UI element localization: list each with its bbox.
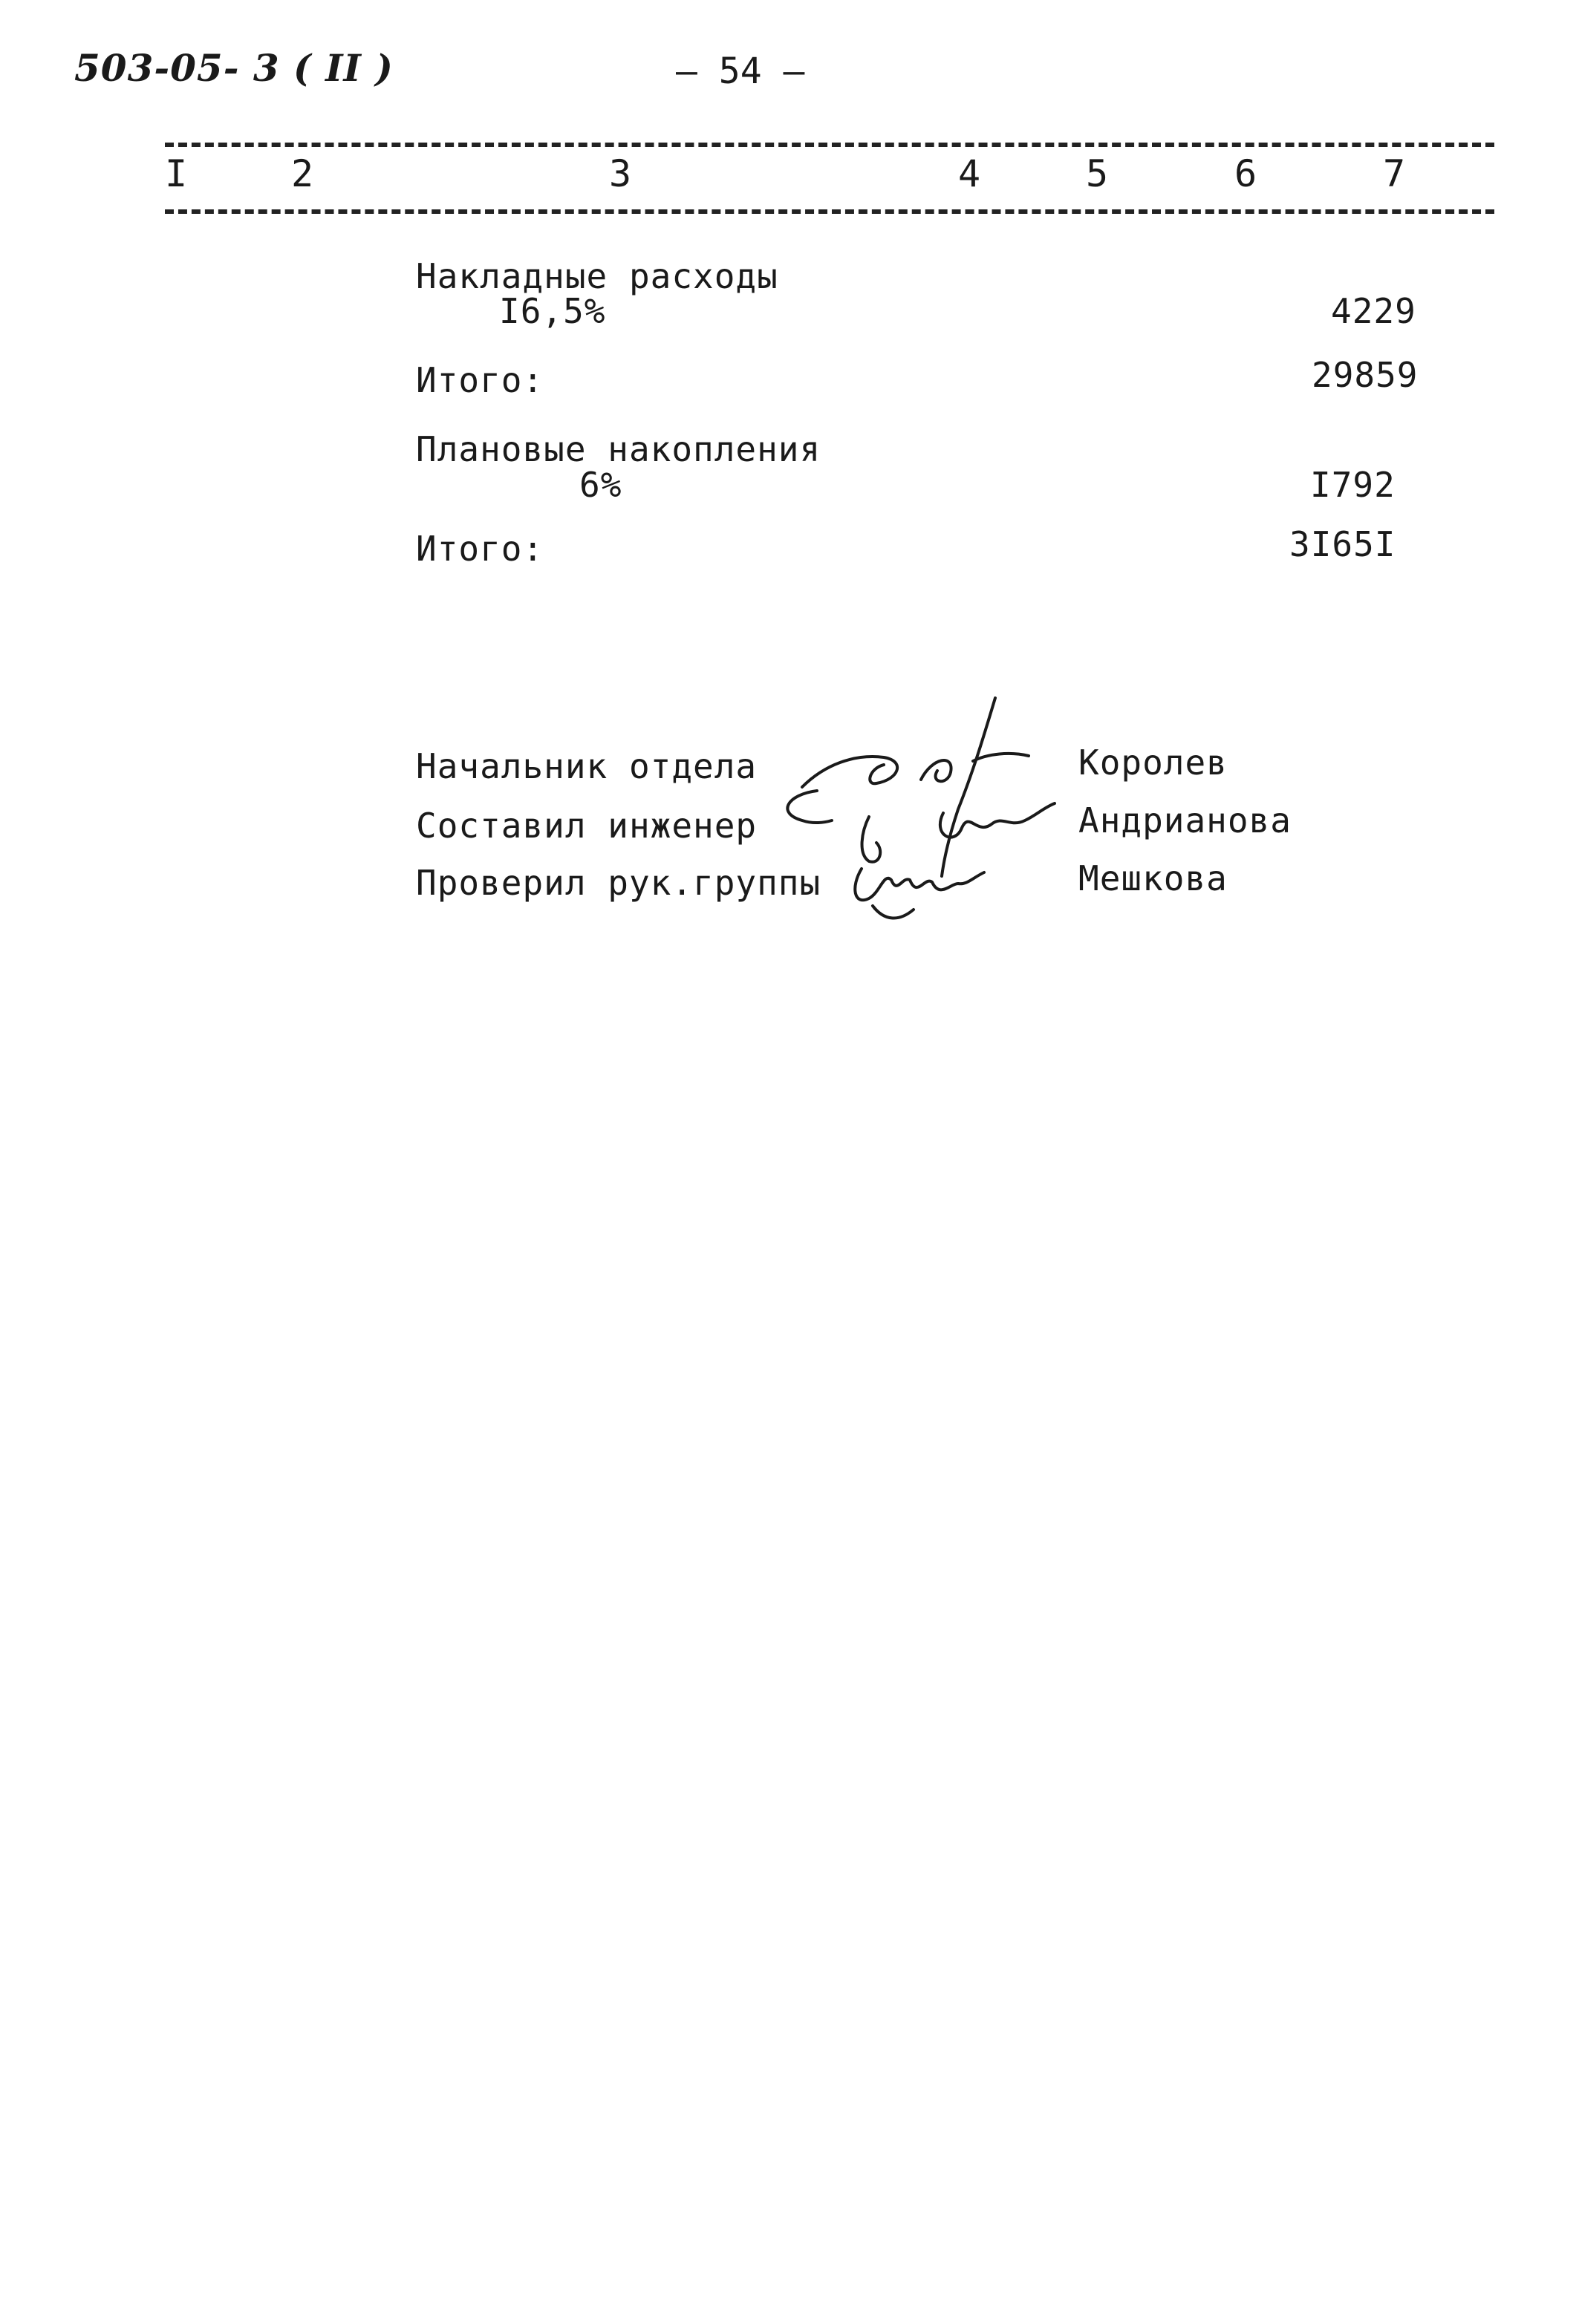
document-code: 503-05- 3 ( II ) (74, 46, 394, 90)
signature-name: Андрианова (1078, 800, 1292, 841)
signature-name: Мешкова (1078, 858, 1228, 898)
row-label: Итого: (416, 529, 544, 569)
row-value: I792 (1310, 465, 1396, 505)
signature-role: Начальник отдела (416, 746, 758, 786)
column-number: 5 (1086, 152, 1109, 195)
signature-role: Составил инженер (416, 806, 758, 846)
row-label: Накладные расходы (416, 256, 778, 296)
column-number: I (165, 152, 188, 195)
signature-stroke (973, 754, 1029, 761)
column-number: 4 (958, 152, 981, 195)
column-number: 7 (1383, 152, 1406, 195)
signature-stroke (921, 760, 951, 781)
table-header-top-rule (165, 143, 1494, 147)
signature-role: Проверил рук.группы (416, 863, 821, 903)
row-value: 29859 (1312, 355, 1419, 395)
table-header-bottom-rule (165, 209, 1494, 214)
column-number: 3 (609, 152, 632, 195)
signature-name: Королев (1078, 742, 1228, 783)
row-label: Итого: (416, 360, 544, 400)
signature-stroke (787, 791, 832, 823)
signature-stroke (855, 869, 984, 900)
column-number: 2 (291, 152, 314, 195)
signature-stroke (873, 906, 914, 918)
row-label: Плановые накопления (416, 429, 821, 469)
row-sublabel: 6% (579, 465, 622, 505)
signature-stroke (802, 757, 897, 787)
column-number: 6 (1234, 152, 1257, 195)
signature-stroke (862, 817, 881, 862)
signature-stroke (942, 698, 995, 876)
row-value: 3I65I (1289, 524, 1396, 564)
handwritten-signatures (772, 683, 1070, 936)
row-value: 4229 (1331, 291, 1416, 331)
row-sublabel: I6,5% (499, 291, 606, 331)
page-number: – 54 – (676, 50, 805, 92)
